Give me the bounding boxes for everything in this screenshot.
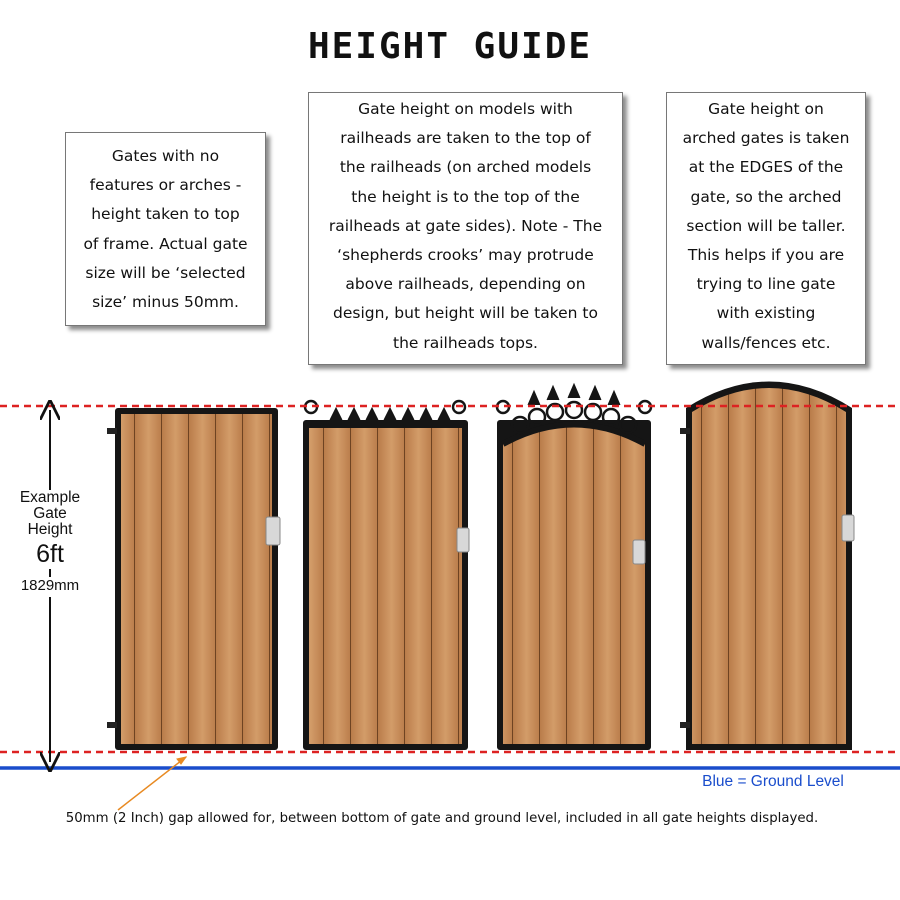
height-label-text — [5, 490, 95, 540]
height-label-line: Height — [27, 521, 73, 538]
note-line: design, but height will be taken to — [333, 304, 598, 323]
gap-pointer-arrow — [118, 757, 186, 810]
note-line: arched gates is taken — [682, 129, 850, 148]
note-line: trying to line gate — [696, 275, 836, 294]
ground-level-label: Blue = Ground Level — [702, 773, 844, 790]
note-line: the railheads (on arched models — [339, 158, 592, 177]
note-line: at the EDGES of the — [688, 158, 844, 177]
note-line: section will be taller. — [686, 216, 846, 235]
note-line: height taken to top — [91, 205, 240, 224]
note-line: gate, so the arched — [690, 187, 842, 206]
note-line: railheads are taken to the top of — [340, 129, 591, 148]
gate-arched-railheads — [497, 384, 651, 750]
height-size-feet: 6ft — [5, 540, 95, 569]
note-line: the height is to the top of the — [351, 187, 580, 206]
note-line: the railheads tops. — [393, 333, 538, 352]
gate-railheads — [303, 401, 469, 750]
gate-plain — [107, 408, 280, 750]
note-line: size will be ‘selected — [85, 263, 246, 282]
note-line: Gate height on models with — [358, 100, 573, 118]
height-label-line: Gate — [33, 505, 67, 522]
page-title: HEIGHT GUIDE — [307, 26, 593, 67]
note-line: This helps if you are — [687, 246, 845, 265]
height-size-mm: 1829mm — [5, 577, 95, 597]
height-label-line: Example — [19, 489, 81, 506]
note-line: features or arches - — [89, 176, 242, 195]
gap-note: 50mm (2 Inch) gap allowed for, between bottom of gate and ground level, included in all gate heights displayed. — [65, 811, 819, 826]
note-line: Gate height on — [708, 100, 824, 118]
note-line: above railheads, depending on — [345, 275, 586, 294]
gate-arched — [680, 382, 854, 751]
note-line: ‘shepherds crooks’ may protrude — [337, 246, 594, 265]
note-line: walls/fences etc. — [701, 333, 831, 352]
note-line: of frame. Actual gate — [83, 234, 248, 253]
note-line: with existing — [716, 304, 816, 323]
note-line: size’ minus 50mm. — [92, 293, 239, 312]
note-line: railheads at gate sides). Note - The — [328, 216, 603, 235]
note-line: Gates with no — [111, 147, 220, 165]
